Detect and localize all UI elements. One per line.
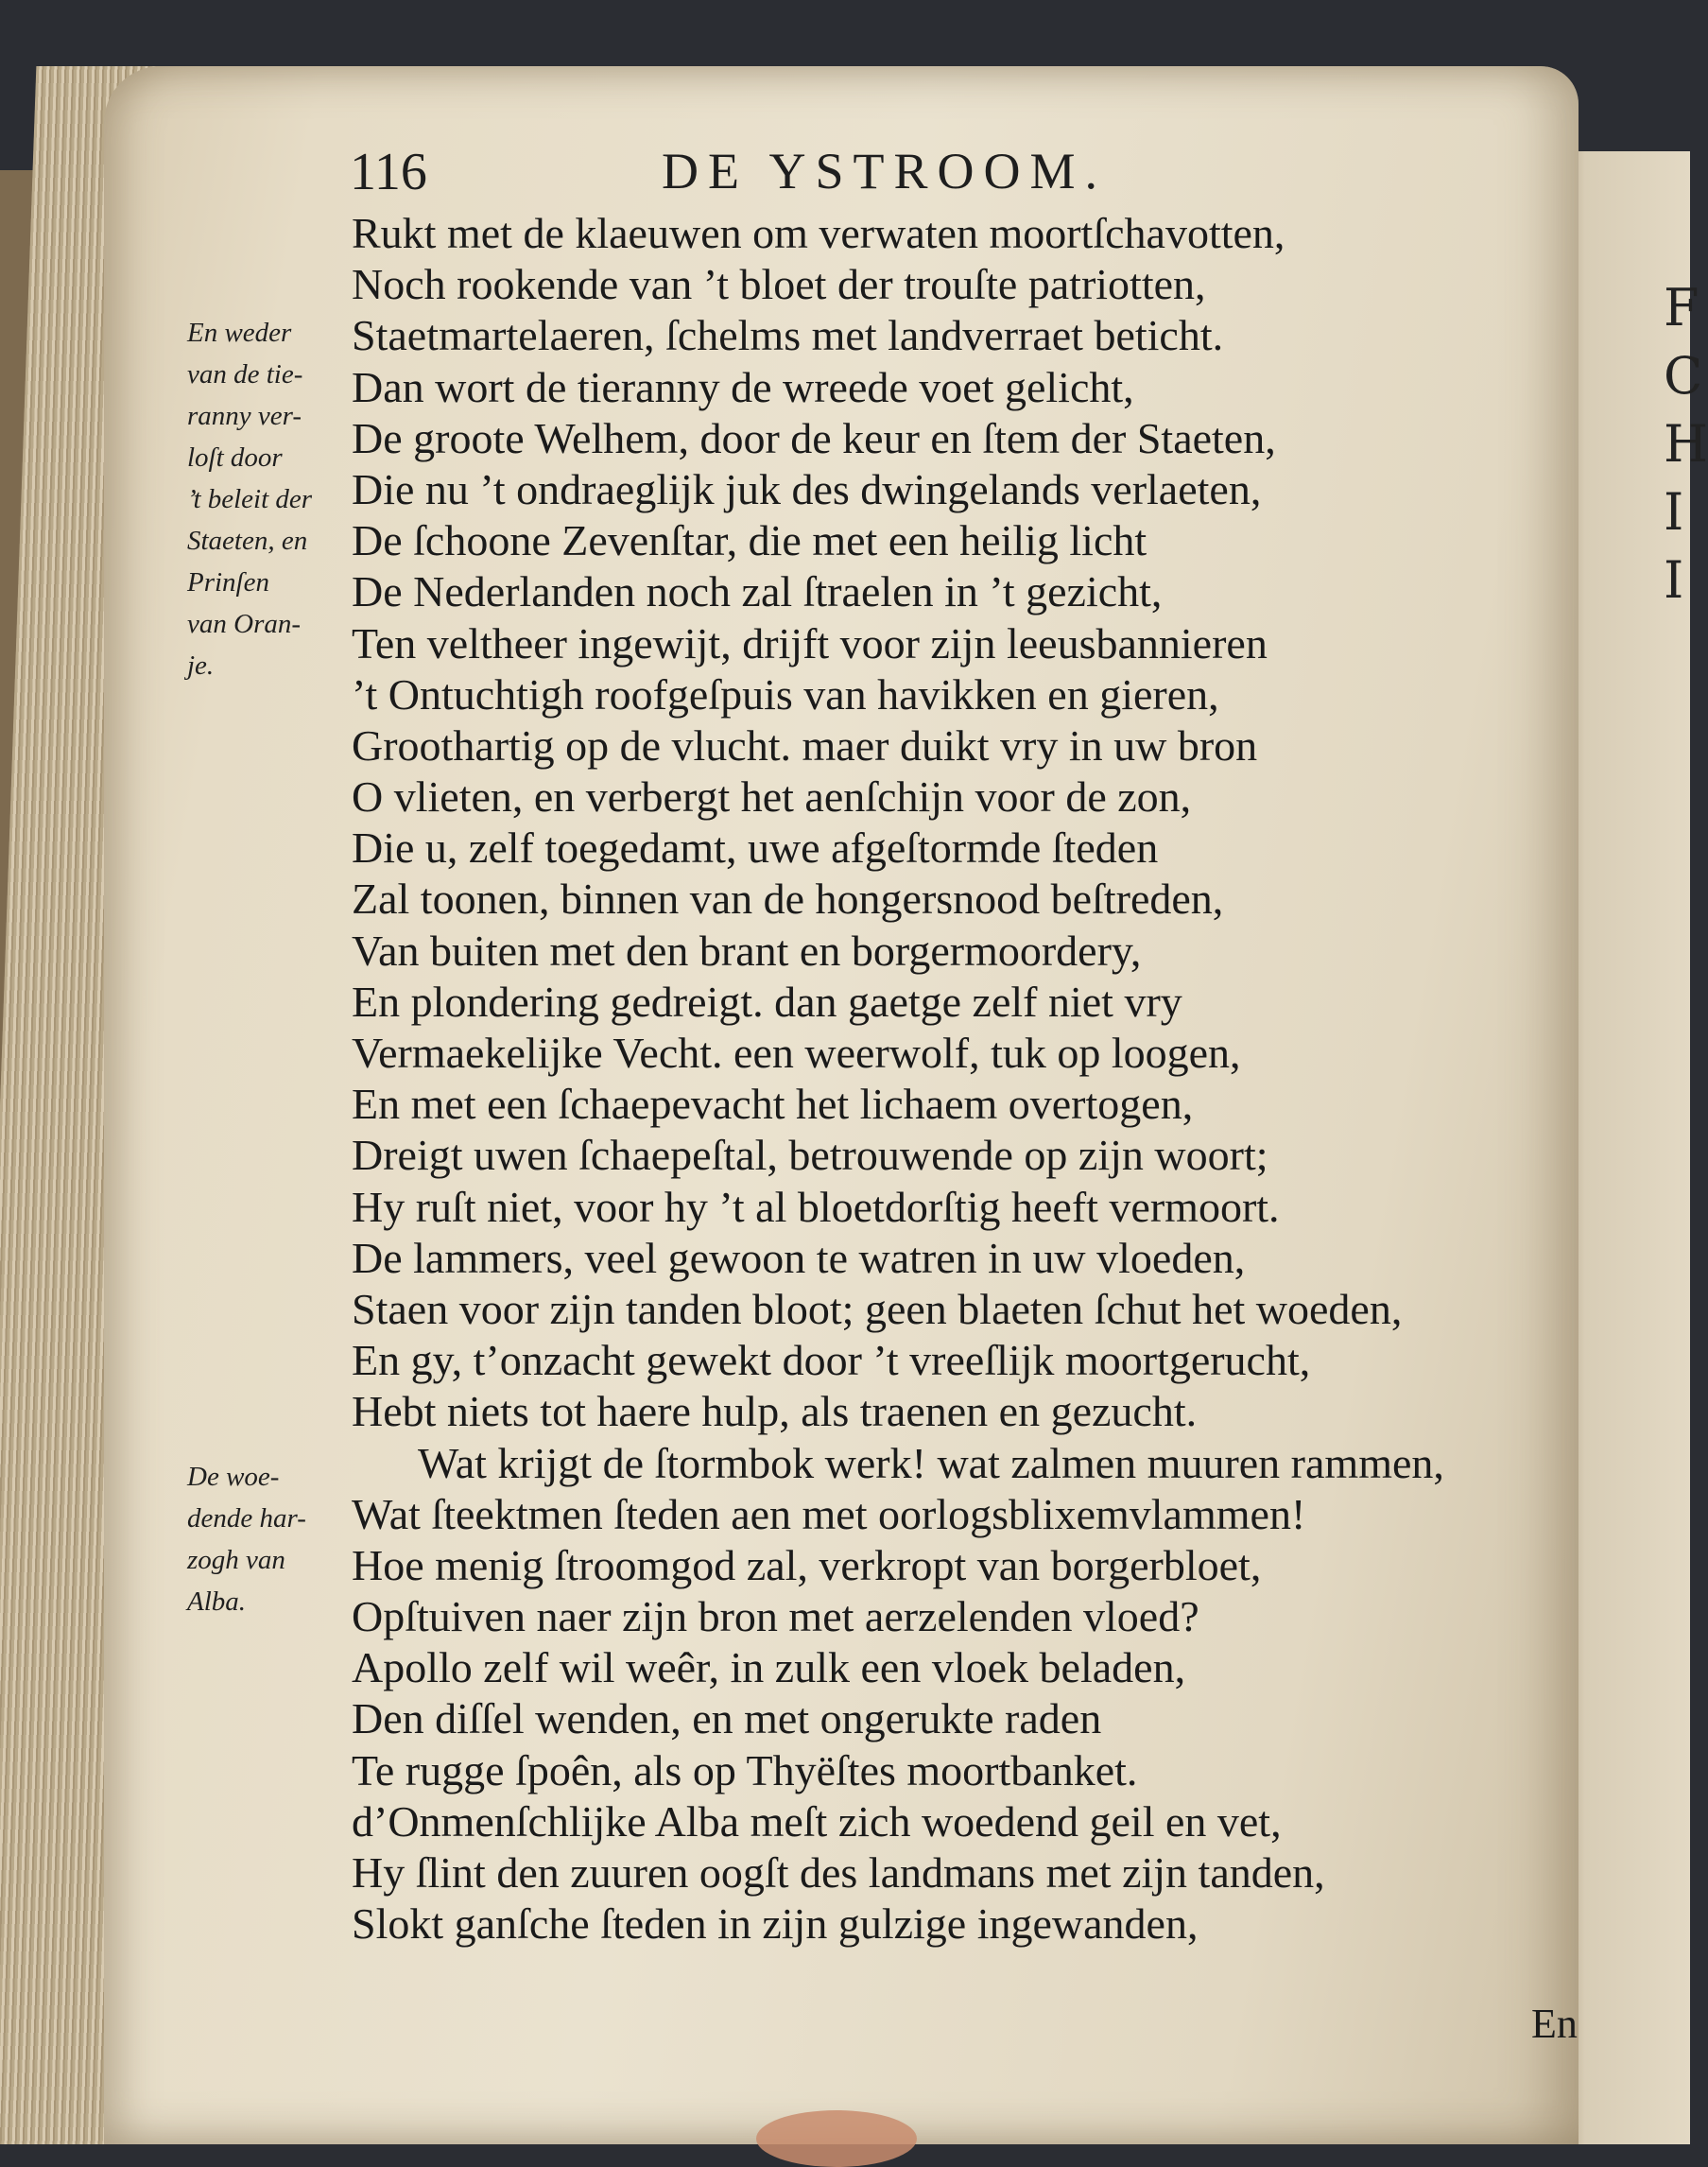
page-header	[350, 142, 1257, 208]
poem-line: ’t Ontuchtigh roofgeſpuis van havikken en gieren,	[352, 669, 1219, 719]
margin-note-line: ’t beleit der	[187, 484, 313, 514]
poem-line: Noch rookende van ’t bloet der trouſte patriotten,	[352, 260, 1206, 309]
poem-line: d’Onmenſchlijke Alba meſt zich woedend geil en vet,	[352, 1796, 1282, 1846]
poem-line: Die nu ’t ondraeglijk juk des dwingelands verlaeten,	[352, 464, 1262, 513]
poem-line: Opſtuiven naer zijn bron met aerzelenden vloed?	[352, 1592, 1199, 1641]
poem-line: En plondering gedreigt. dan gaetge zelf niet vry	[352, 977, 1182, 1026]
poem-line: Zal toonen, binnen van de hongersnood beſtreden,	[352, 875, 1224, 924]
poem-line: O vlieten, en verbergt het aenſchijn voor de zon,	[352, 772, 1192, 822]
margin-note-line: dende har-	[187, 1503, 306, 1534]
poem-line: De ſchoone Zevenſtar, die met een heilig licht	[352, 516, 1147, 565]
poem-line: Rukt met de klaeuwen om verwaten moortſchavotten,	[352, 209, 1285, 257]
finger-at-edge	[756, 2110, 917, 2167]
margin-note-line: van Oran-	[187, 609, 302, 639]
margin-note-line: loſt door	[187, 442, 283, 473]
poem-line: Hebt niets tot haere hulp, als traenen en gezucht.	[352, 1387, 1198, 1436]
facing-page-letter: I	[1664, 550, 1684, 610]
margin-note-line: Prinſen	[187, 567, 269, 598]
margin-note-line: ranny ver-	[187, 401, 302, 431]
poem-line: Groothartig op de vlucht. maer duikt vry in uw bron	[352, 720, 1258, 770]
facing-page-letter: C	[1664, 346, 1703, 406]
page-number: 116	[350, 143, 427, 201]
poem-line: De lammers, veel gewoon te watren in uw vloeden,	[352, 1233, 1246, 1282]
poem-line: Te rugge ſpoên, als op Thyëſtes moortbanket.	[352, 1745, 1138, 1794]
poem-body	[352, 208, 1552, 1950]
margin-note-line: De woe-	[187, 1462, 280, 1492]
margin-note	[187, 1456, 343, 1622]
margin-note-line: Staeten, en	[187, 526, 308, 556]
facing-page-letter: H	[1664, 414, 1708, 474]
poem-line: Dan wort de tieranny de wreede voet gelicht,	[352, 362, 1134, 411]
margin-note-line: van de tie-	[187, 359, 303, 390]
facing-page-text	[1664, 274, 1708, 615]
poem-line: Slokt ganſche ſteden in zijn gulzige ingewanden,	[352, 1899, 1199, 1949]
margin-note-line: je.	[187, 650, 215, 681]
poem-line: Wat ſteektmen ſteden aen met oorlogsblixemvlammen!	[352, 1489, 1306, 1538]
poem-line: Hy ſlint den zuuren oogſt des landmans met zijn tanden,	[352, 1848, 1325, 1897]
poem-line: En met een ſchaepevacht het lichaem overtogen,	[352, 1080, 1194, 1129]
poem-line: De groote Welhem, door de keur en ſtem der Staeten,	[352, 413, 1276, 462]
poem-line: Van buiten met den brant en borgermoordery,	[352, 926, 1142, 975]
poem-line: Den diſſel wenden, en met ongerukte raden	[352, 1694, 1102, 1743]
running-title: DE YSTROOM.	[662, 143, 1108, 199]
catchword: En	[1531, 2001, 1578, 2047]
poem-line: Apollo zelf wil weêr, in zulk een vloek beladen,	[352, 1643, 1186, 1692]
poem-line: Ten veltheer ingewijt, drijft voor zijn leeusbannieren	[352, 618, 1268, 667]
facing-page-letter: I	[1664, 482, 1684, 542]
poem-line: Hoe menig ſtroomgod zal, verkropt van borgerbloet,	[352, 1540, 1262, 1589]
poem-line: Staen voor zijn tanden bloot; geen blaeten ſchut het woeden,	[352, 1284, 1403, 1333]
poem-line: De Nederlanden noch zal ſtraelen in ’t gezicht,	[352, 567, 1163, 616]
poem-line: En gy, t’onzacht gewekt door ’t vreeſlijk moortgerucht,	[352, 1336, 1311, 1385]
poem-line: Dreigt uwen ſchaepeſtal, betrouwende op zijn woort;	[352, 1131, 1268, 1180]
poem-line: Wat krijgt de ſtormbok werk! wat zalmen muuren rammen,	[418, 1438, 1444, 1487]
poem-line: Staetmartelaeren, ſchelms met landverraet beticht.	[352, 311, 1224, 360]
margin-note	[187, 312, 343, 686]
margin-note-line: zogh van	[187, 1545, 285, 1575]
poem-line: Die u, zelf toegedamt, uwe afgeſtormde ſteden	[352, 823, 1159, 873]
poem-line: Hy ruſt niet, voor hy ’t al bloetdorſtig heeft vermoort.	[352, 1182, 1280, 1231]
facing-page-letter: F	[1664, 278, 1699, 338]
margin-note-line: Alba.	[187, 1586, 247, 1617]
poem-line: Vermaekelijke Vecht. een weerwolf, tuk op loogen,	[352, 1029, 1241, 1077]
margin-note-line: En weder	[187, 318, 292, 348]
